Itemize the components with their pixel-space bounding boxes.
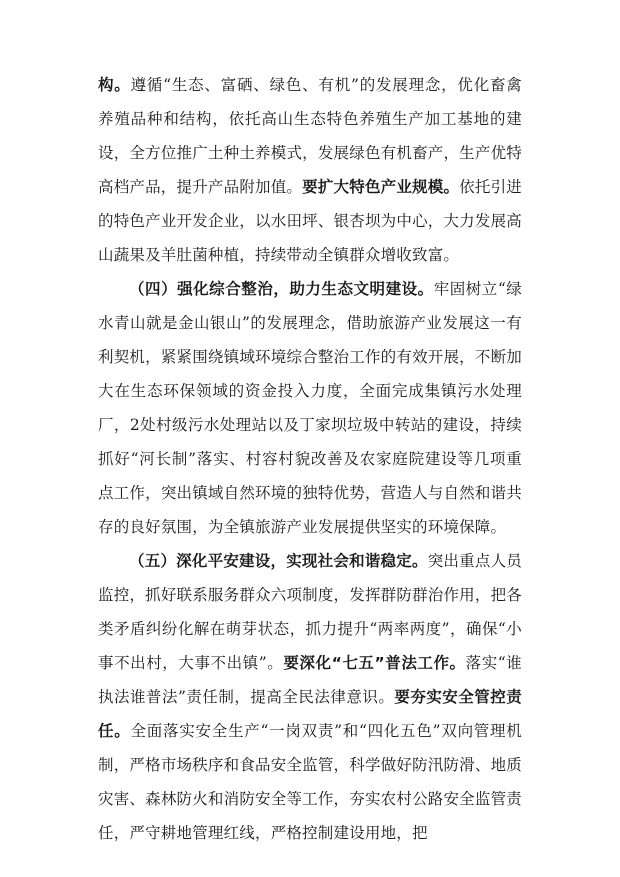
bold-run: 要扩大特色产业规模。 — [302, 178, 460, 196]
text-run: 牢固树立“绿水青山就是金山银山”的发展理念，借助旅游产业发展这一有利契机，紧紧围绕镇域环境综合整治工作的有效开展，不断加大在生态环保领域的资金投入力度，全面完成集镇污水处理厂，2处村级污水处理站以及丁家坝垃圾中转站的建设，持续抓好“河长制”落实、村容村貌改善及农家庭院建设等几项重点工作，突出镇域自然环境的独特优势，营造人与自然和谐共存的良好氛围，为全镇旅游产业发展提供坚实的环境保障。 — [98, 280, 522, 536]
document-page — [98, 68, 522, 850]
text-run: 全面落实安全生产“一岗双责”和“四化五色”双向管理机制，严格市场秩序和食品安全监管，科学做好防汛防滑、地质灾害、森林防火和消防安全等工作，夯实农村公路安全监管责任，严守耕地管理红线，严格控制建设用地，把 — [98, 722, 522, 842]
bold-run: 要夯实安全管控责任。 — [98, 688, 522, 740]
text-run: 突出重点人员监控，抓好联系服务群众六项制度，发挥群防群治作用，把各类矛盾纠纷化解在萌芽状态，抓力提升“两率两度”，确保“小事不出村，大事不出镇”。 — [98, 552, 522, 672]
text-run: 遵循“生态、富硒、绿色、有机”的发展理念，优化畜禽养殖品种和结构，依托高山生态特色养殖生产加工基地的建设，全方位推广土种土养模式，发展绿色有机畜产，生产优特高档产品，提升产品附加值。 — [98, 76, 522, 196]
paragraph-section-5 — [98, 544, 522, 850]
section-heading: （四）强化综合整治，助力生态文明建设。 — [129, 280, 434, 298]
bold-run: 构。 — [98, 76, 131, 94]
paragraph-section-4 — [98, 272, 522, 544]
section-heading: （五）深化平安建设，实现社会和谐稳定。 — [129, 552, 428, 570]
text-run: 落实“谁执法谁普法”责任制，提高全民法律意识。 — [98, 654, 522, 706]
bold-run: 要深化“七五”普法工作。 — [283, 654, 466, 672]
text-run: 依托引进的特色产业开发企业，以水田坪、银杏坝为中心，大力发展高山蔬果及羊肚菌种植，持续带动全镇群众增收致富。 — [98, 178, 522, 264]
paragraph-livestock — [98, 68, 522, 272]
